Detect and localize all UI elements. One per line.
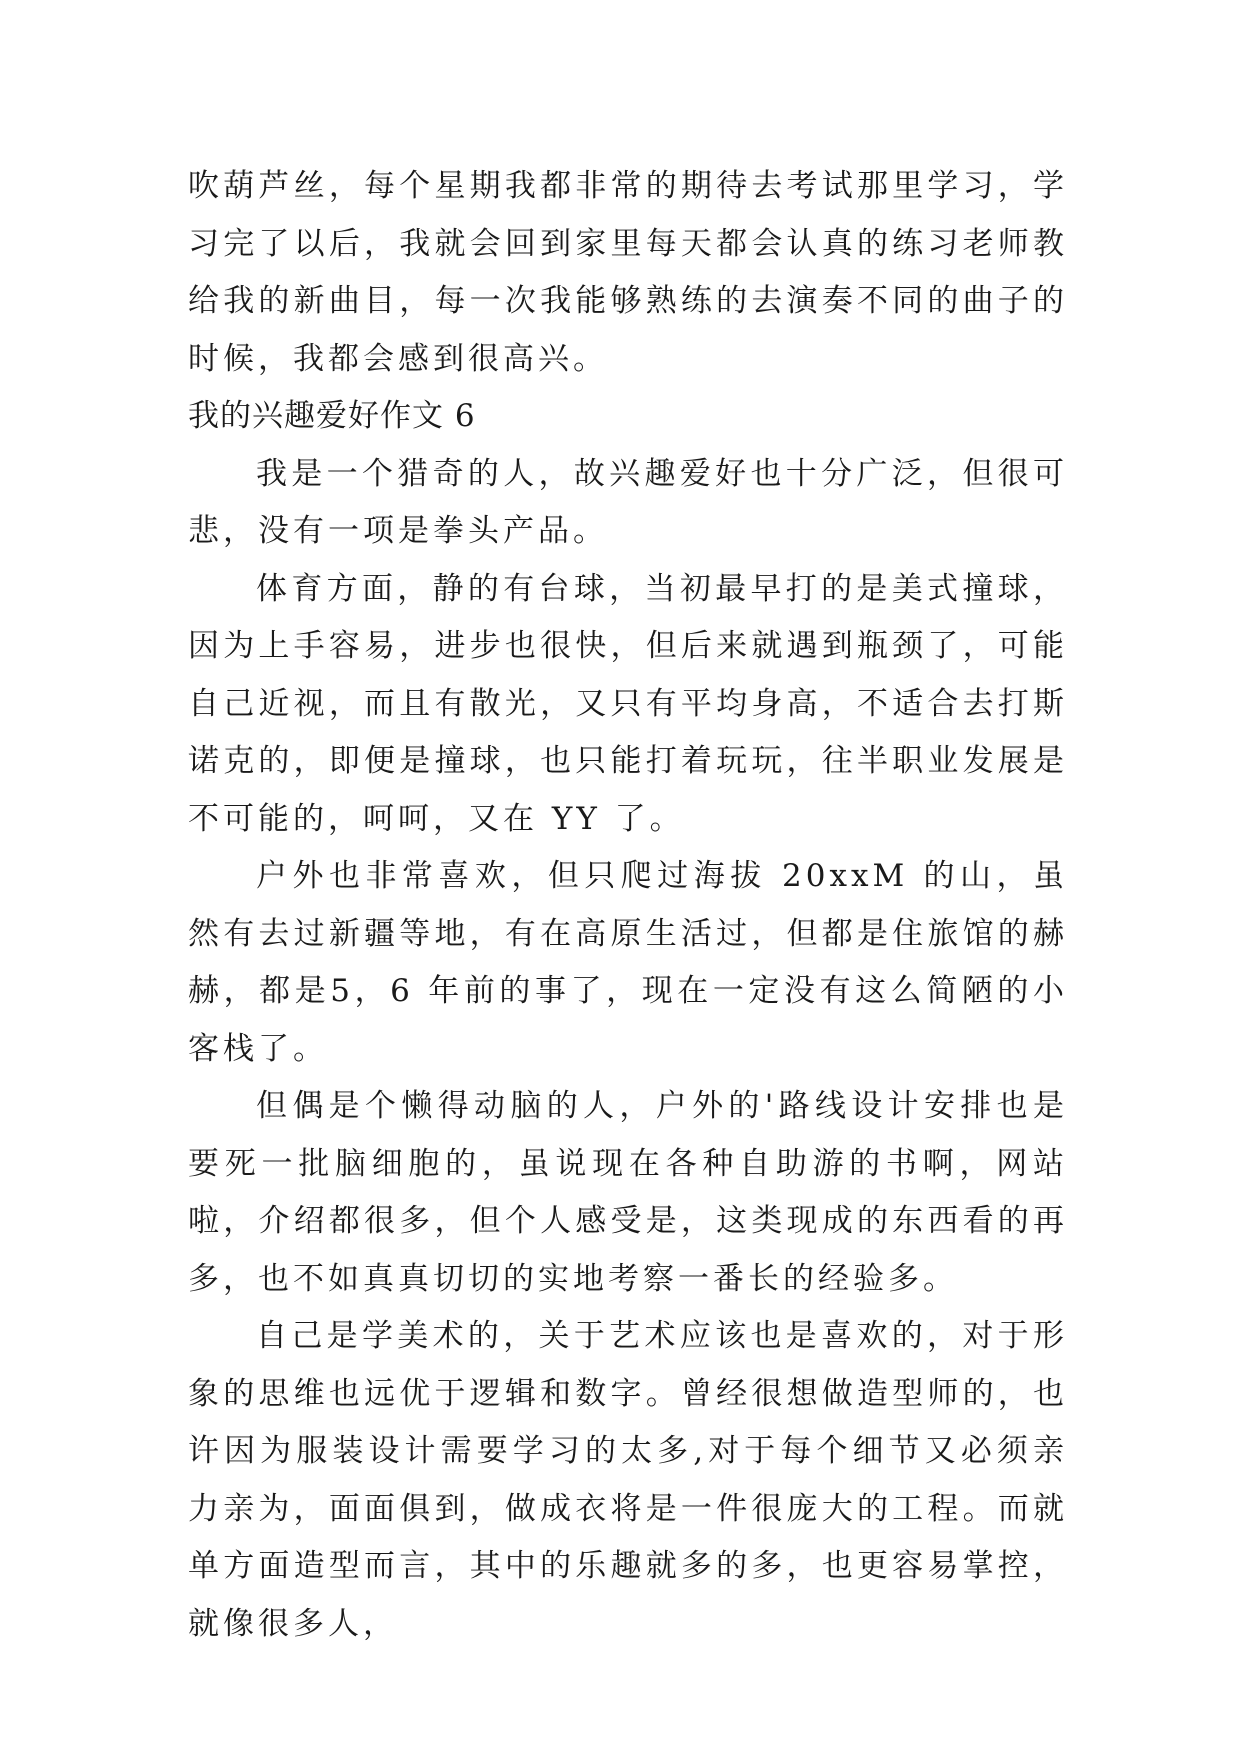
paragraph: 但偶是个懒得动脑的人，户外的'路线设计安排也是要死一批脑细胞的，虽说现在各种自助游的书啊，网站啦，介绍都很多，但个人感受是，这类现成的东西看的再多，也不如真真切切的实地考察一番长的经验多。 bbox=[188, 1088, 1068, 1297]
essay-heading: 我的兴趣爱好作文 6 bbox=[188, 398, 476, 434]
document-body bbox=[188, 158, 1068, 1653]
paragraph-continued: 吹葫芦丝，每个星期我都非常的期待去考试那里学习，学习完了以后，我就会回到家里每天都会认真的练习老师教给我的新曲目，每一次我能够熟练的去演奏不同的曲子的时候，我都会感到很高兴。 bbox=[188, 168, 1068, 377]
paragraph: 体育方面，静的有台球，当初最早打的是美式撞球，因为上手容易，进步也很快，但后来就遇到瓶颈了，可能自己近视，而且有散光，又只有平均身高，不适合去打斯诺克的，即便是撞球，也只能打着玩玩，往半职业发展是不可能的，呵呵，又在 YY 了。 bbox=[188, 570, 1068, 837]
paragraph: 我是一个猎奇的人，故兴趣爱好也十分广泛，但很可悲，没有一项是拳头产品。 bbox=[188, 455, 1068, 549]
paragraph: 自己是学美术的，关于艺术应该也是喜欢的，对于形象的思维也远优于逻辑和数字。曾经很想做造型师的，也许因为服装设计需要学习的太多,对于每个细节又必须亲力亲为，面面俱到，做成衣将是一件很庞大的工程。而就单方面造型而言，其中的乐趣就多的多，也更容易掌控，就像很多人， bbox=[188, 1318, 1068, 1642]
paragraph: 户外也非常喜欢，但只爬过海拔 20xxM 的山，虽然有去过新疆等地，有在高原生活过，但都是住旅馆的赫赫，都是5，6 年前的事了，现在一定没有这么简陋的小客栈了。 bbox=[188, 858, 1068, 1067]
